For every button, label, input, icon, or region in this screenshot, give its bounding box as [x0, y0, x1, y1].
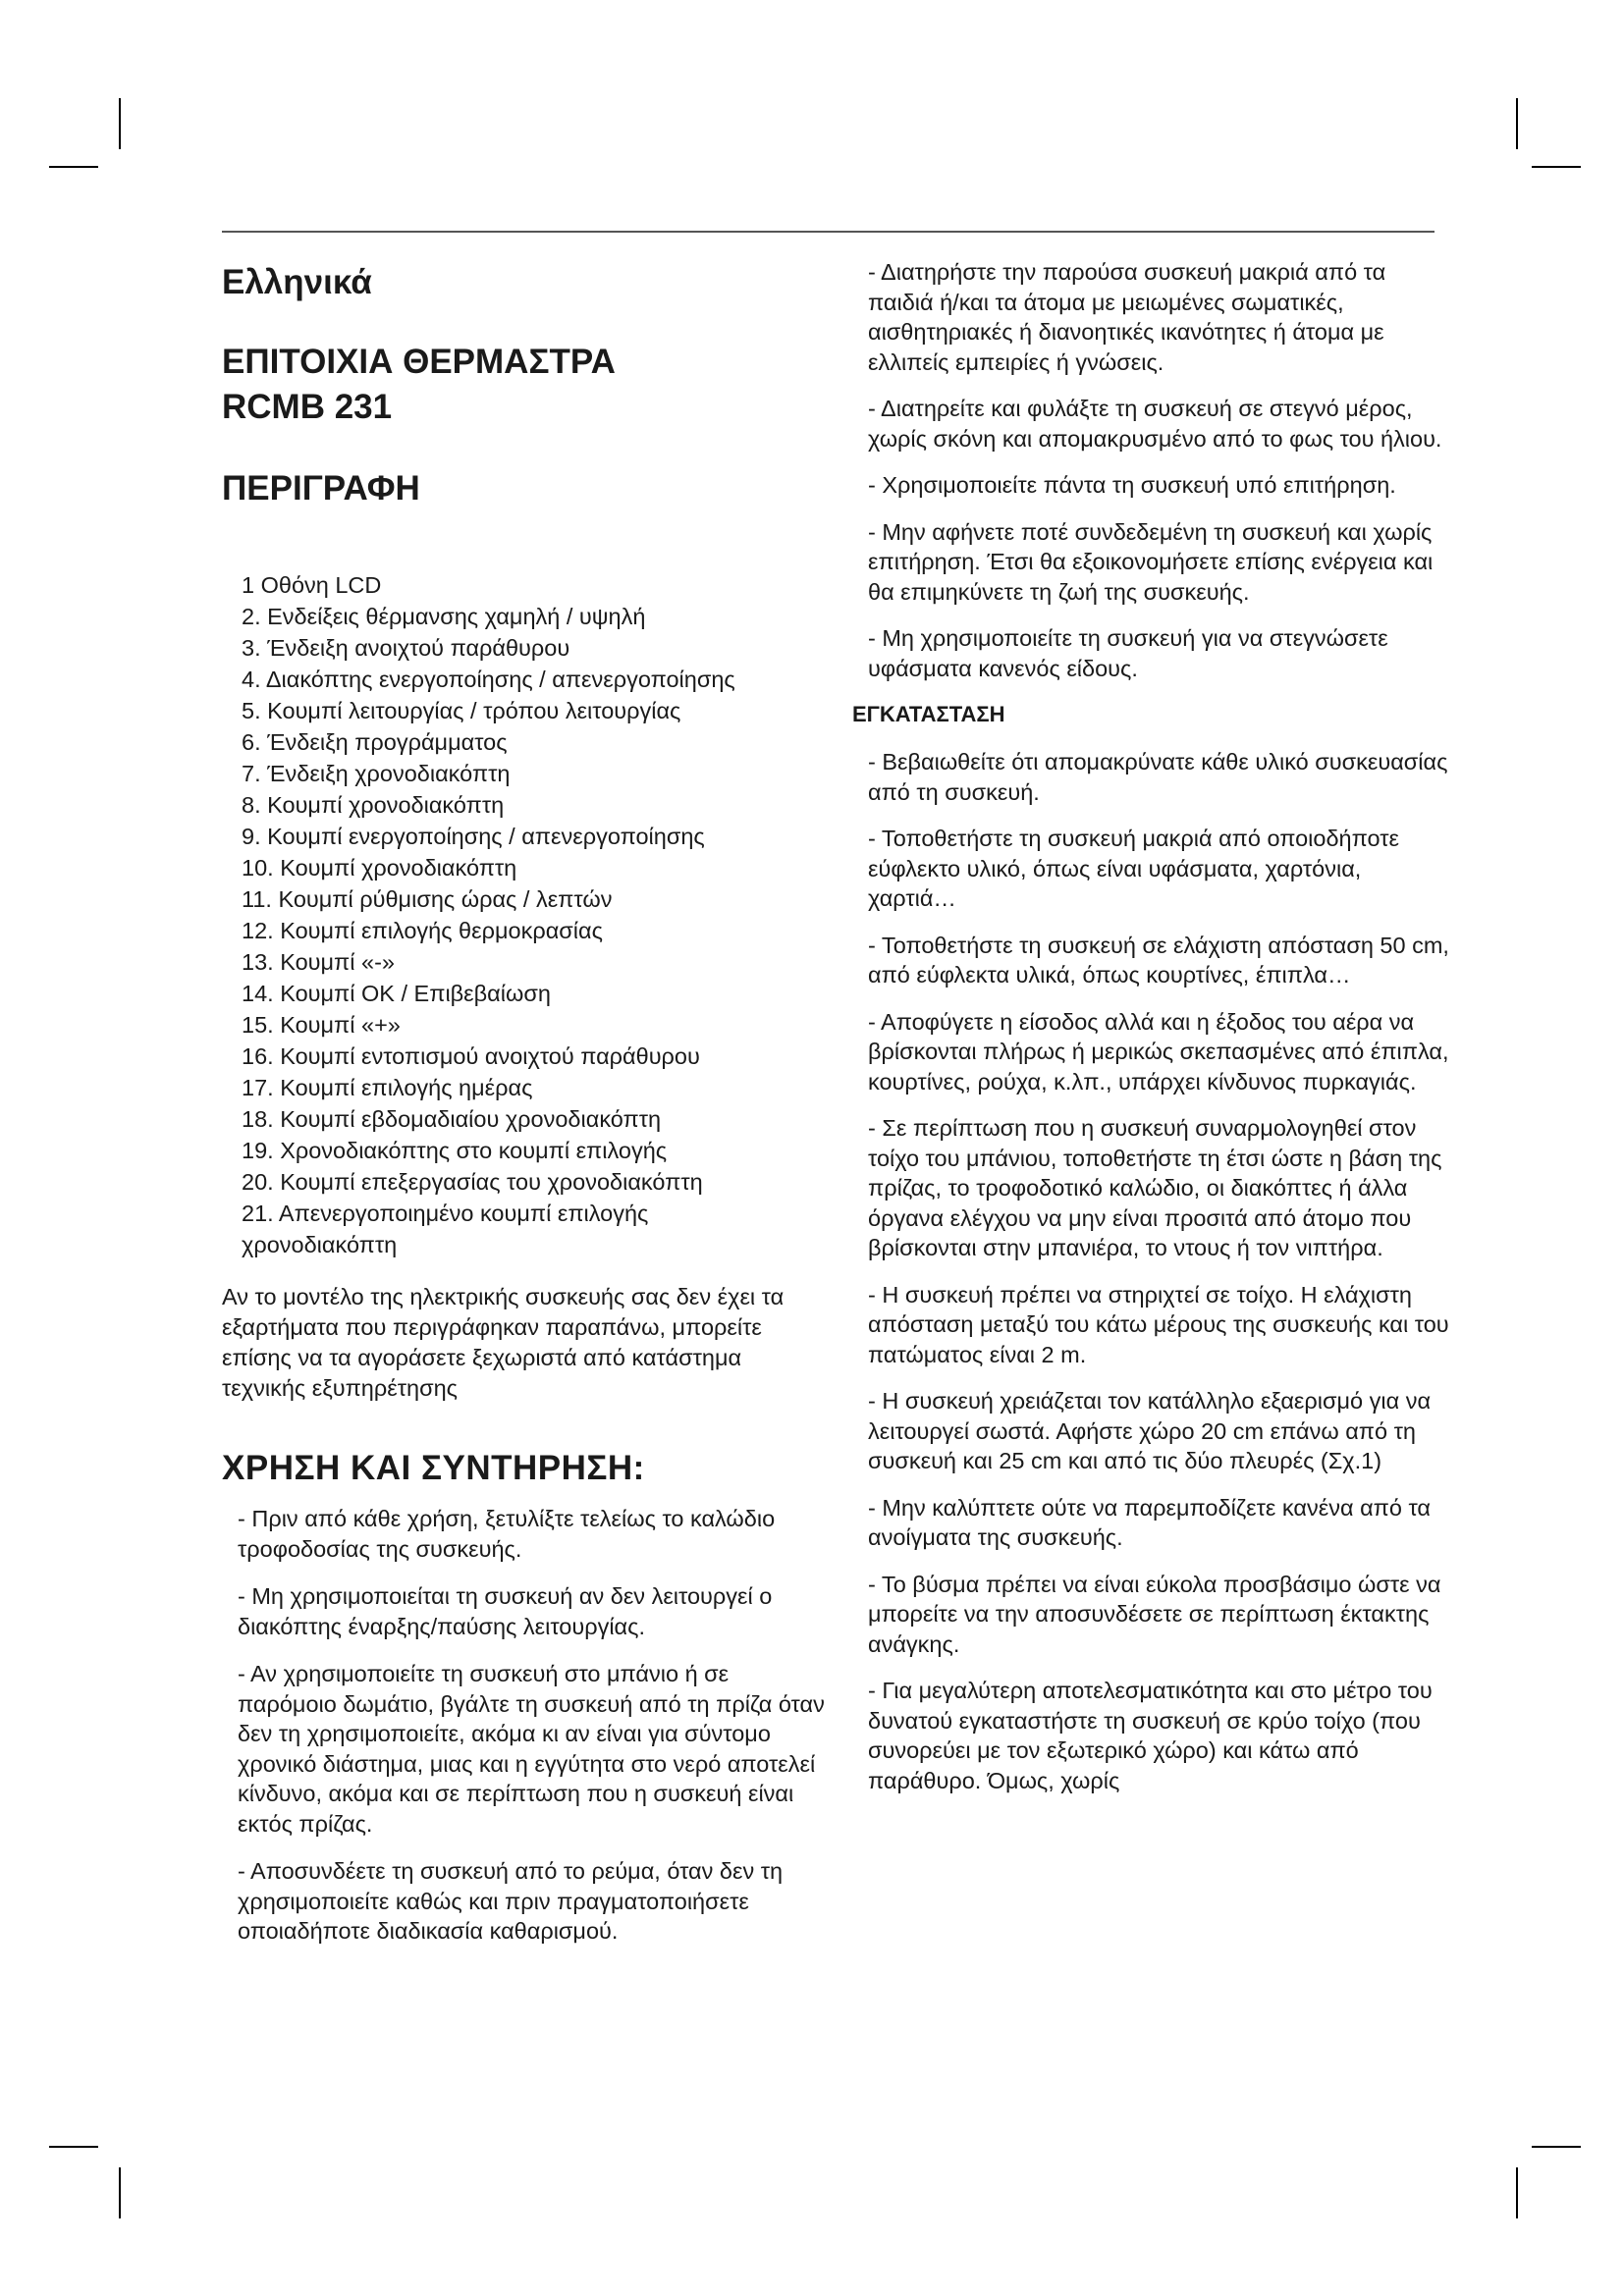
list-item: - Χρησιμοποιείτε πάντα τη συσκευή υπό επιτήρηση. [868, 472, 1396, 498]
safety-list [852, 257, 1451, 683]
list-item: - Διατηρείτε και φυλάξτε τη συσκευή σε στεγνό μέρος, χωρίς σκόνη και απομακρυσμένο από το φως του ήλιου. [868, 396, 1442, 452]
list-item: - Η συσκευή πρέπει να στηριχτεί σε τοίχο. Η ελάχιστη απόσταση μεταξύ του κάτω μέρους της συσκευής και του πατώματος είναι 2 m. [868, 1281, 1449, 1367]
parts-list [222, 569, 831, 1260]
description-heading: ΠΕΡΙΓΡΑΦΗ [222, 469, 420, 507]
list-item: - Αποφύγετε η είσοδος αλλά και η έξοδος του αέρα να βρίσκονται πλήρως ή μερικώς σκεπασμένες από έπιπλα, κουρτίνες, ρούχα, κ.λπ., υπάρχει κίνδυνος πυρκαγιάς. [868, 1008, 1449, 1095]
list-item: 16. Κουμπί εντοπισμού ανοιχτού παράθυρου [242, 1043, 700, 1069]
list-item: 14. Κουμπί ΟΚ / Επιβεβαίωση [242, 981, 551, 1006]
list-item: - Για μεγαλύτερη αποτελεσματικότητα και στο μέτρο του δυνατού εγκαταστήστε τη συσκευή σε κρύο τοίχο (που συνορεύει με τον εξωτερικό χώρο) και κάτω από παράθυρο. Όμως, χωρίς [868, 1678, 1433, 1793]
list-item: - Μην καλύπτετε ούτε να παρεμποδίζετε κανένα από τα ανοίγματα της συσκευής. [868, 1494, 1432, 1550]
header-rule [222, 231, 1435, 233]
install-heading: ΕΓΚΑΤΑΣΤΑΣΗ [852, 702, 1005, 726]
crop-mark [49, 166, 98, 168]
list-item: - Η συσκευή χρειάζεται τον κατάλληλο εξαερισμό για να λειτουργεί σωστά. Αφήστε χώρο 20 cm επάνω από τη συσκευή και 25 cm και από τις δύο πλευρές (Σχ.1) [868, 1388, 1432, 1473]
list-item: - Διατηρήστε την παρούσα συσκευή μακριά από τα παιδιά ή/και τα άτομα με μειωμένες σωματικές, αισθητηριακές ή διανοητικές ικανότητες ή άτομα με ελλιπείς εμπειρίες ή γνώσεις. [868, 259, 1386, 375]
parts-note: Αν το μοντέλο της ηλεκτρικής συσκευής σας δεν έχει τα εξαρτήματα που περιγράφηκαν παραπάνω, μπορείτε επίσης να τα αγοράσετε ξεχωριστά από κατάστημα τεχνικής εξυπηρέτησης [222, 1284, 785, 1401]
use-heading: ΧΡΗΣΗ ΚΑΙ ΣΥΝΤΗΡΗΣΗ: [222, 1449, 645, 1487]
crop-mark [1532, 2146, 1581, 2148]
crop-mark [49, 2146, 98, 2148]
list-item: 5. Κουμπί λειτουργίας / τρόπου λειτουργίας [242, 698, 681, 723]
list-item: - Μην αφήνετε ποτέ συνδεδεμένη τη συσκευή και χωρίς επιτήρηση. Έτσι θα εξοικονομήσετε επίσης ενέργεια και θα επιμηκύνετε τη ζωή της συσκευής. [868, 518, 1434, 605]
list-item: 9. Κουμπί ενεργοποίησης / απενεργοποίησης [242, 824, 705, 849]
list-item: - Σε περίπτωση που η συσκευή συναρμολογηθεί στον τοίχο του μπάνιου, τοποθετήστε τη έτσι ώστε η βάση της πρίζας, το τροφοδοτικό καλώδιο, οι διακόπτες ή άλλα όργανα ελέγχου να μην είναι προσιτά από άτομο που βρίσκονται στην μπανιέρα, το ντους ή τον νιπτήρα. [868, 1115, 1442, 1260]
left-column [222, 257, 831, 1964]
install-list [852, 747, 1451, 1795]
product-title-line1: ΕΠΙΤΟΙΧΙΑ ΘΕΡΜΑΣΤΡΑ [222, 343, 616, 381]
product-title [222, 340, 831, 430]
list-item: 10. Κουμπί χρονοδιακόπτη [242, 855, 517, 881]
list-item: - Αν χρησιμοποιείτε τη συσκευή στο μπάνιο ή σε παρόμοιο δωμάτιο, βγάλτε τη συσκευή από τη πρίζα όταν δεν τη χρησιμοποιείτε, ακόμα κι αν είναι για σύντομο χρονικό διάστημα, μιας και η εγγύτητα στο νερό αποτελεί κίνδυνο, ακόμα και σε περίπτωση που η συσκευή είναι εκτός πρίζας. [238, 1661, 825, 1837]
crop-mark [119, 98, 121, 149]
list-item: - Μη χρησιμοποιείται τη συσκευή αν δεν λειτουργεί ο διακόπτης έναρξης/παύσης λειτουργίας. [238, 1583, 773, 1639]
list-item: 18. Κουμπί εβδομαδιαίου χρονοδιακόπτη [242, 1106, 662, 1132]
list-item: - Τοποθετήστε τη συσκευή σε ελάχιστη απόσταση 50 cm, από εύφλεκτα υλικά, όπως κουρτίνες, έπιπλα… [868, 932, 1449, 988]
crop-mark [1532, 166, 1581, 168]
list-item: 6. Ένδειξη προγράμματος [242, 729, 508, 755]
right-column [852, 257, 1451, 1812]
crop-mark [119, 2167, 121, 2218]
list-item: - Αποσυνδέετε τη συσκευή από το ρεύμα, όταν δεν τη χρησιμοποιείτε καθώς και πριν πραγματοποιήσετε οποιαδήποτε διαδικασία καθαρισμού. [238, 1858, 784, 1944]
crop-mark [1516, 98, 1518, 149]
list-item: 11. Κουμπί ρύθμισης ώρας / λεπτών [242, 886, 613, 912]
list-item: 8. Κουμπί χρονοδιακόπτη [242, 792, 505, 818]
list-item: - Βεβαιωθείτε ότι απομακρύνατε κάθε υλικό συσκευασίας από τη συσκευή. [868, 749, 1448, 805]
list-item: - Μη χρησιμοποιείτε τη συσκευή για να στεγνώσετε υφάσματα κανενός είδους. [868, 625, 1388, 681]
list-item: 1 Οθόνη LCD [242, 572, 382, 598]
list-item: 19. Χρονοδιακόπτης στο κουμπί επιλογής [242, 1138, 668, 1163]
list-item: 2. Ενδείξεις θέρμανσης χαμηλή / υψηλή [242, 604, 646, 629]
use-list [222, 1504, 831, 1947]
list-item: 17. Κουμπί επιλογής ημέρας [242, 1075, 533, 1100]
list-item: 20. Κουμπί επεξεργασίας του χρονοδιακόπτη [242, 1169, 703, 1195]
language-label: Ελληνικά [222, 263, 372, 301]
list-item: 21. Απενεργοποιημένο κουμπί επιλογής χρονοδιακόπτη [242, 1201, 649, 1257]
list-item: 12. Κουμπί επιλογής θερμοκρασίας [242, 918, 603, 943]
product-model: RCMB 231 [222, 388, 393, 426]
list-item: - Πριν από κάθε χρήση, ξετυλίξτε τελείως το καλώδιο τροφοδοσίας της συσκευής. [238, 1506, 776, 1562]
list-item: 4. Διακόπτης ενεργοποίησης / απενεργοποίησης [242, 667, 735, 692]
list-item: 13. Κουμπί «-» [242, 949, 395, 975]
list-item: 15. Κουμπί «+» [242, 1012, 401, 1038]
list-item: 3. Ένδειξη ανοιχτού παράθυρου [242, 635, 570, 661]
list-item: 7. Ένδειξη χρονοδιακόπτη [242, 761, 511, 786]
crop-mark [1516, 2167, 1518, 2218]
list-item: - Το βύσμα πρέπει να είναι εύκολα προσβάσιμο ώστε να μπορείτε να την αποσυνδέσετε σε περίπτωση έκτακτης ανάγκης. [868, 1571, 1441, 1657]
list-item: - Τοποθετήστε τη συσκευή μακριά από οποιοδήποτε εύφλεκτο υλικό, όπως είναι υφάσματα, χαρτόνια, χαρτιά… [868, 826, 1399, 911]
